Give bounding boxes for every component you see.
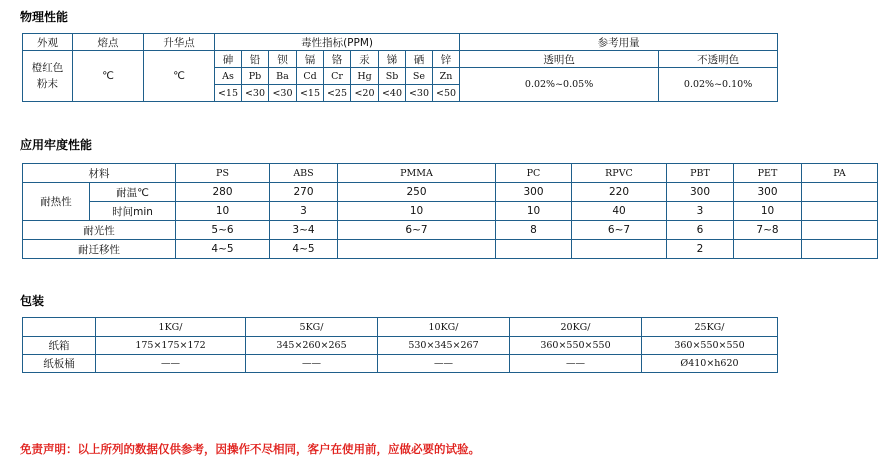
material-abs: ABS (270, 164, 338, 183)
time-value: 10 (734, 202, 802, 221)
header-reference-dosage: 参考用量 (460, 34, 778, 51)
temp-value: 220 (572, 183, 667, 202)
element-cn: 砷 (215, 51, 242, 68)
element-cn: 镉 (297, 51, 324, 68)
packaging-table (22, 317, 778, 373)
physical-properties-table (22, 33, 778, 102)
transparent-dosage: 0.02%~0.05% (460, 68, 659, 102)
carton-size: 175×175×172 (96, 337, 246, 355)
temp-value: 300 (667, 183, 734, 202)
temp-value (802, 183, 878, 202)
sublimation-value: ℃ (144, 51, 215, 102)
migration-value (572, 240, 667, 259)
element-cn: 铬 (324, 51, 351, 68)
light-value: 6 (667, 221, 734, 240)
weight-header: 5KG/ (246, 318, 378, 337)
time-value (802, 202, 878, 221)
toxicity-limit: <15 (297, 85, 324, 102)
opaque-dosage: 0.02%~0.10% (659, 68, 778, 102)
toxicity-limit: <50 (433, 85, 460, 102)
element-symbol: Ba (269, 68, 297, 85)
material-pa: PA (802, 164, 878, 183)
material-rpvc: RPVC (572, 164, 667, 183)
carton-size: 360×550×550 (642, 337, 778, 355)
temperature-label: 耐温℃ (90, 183, 176, 202)
migration-value: 4~5 (176, 240, 270, 259)
element-cn: 铅 (242, 51, 269, 68)
material-pc: PC (496, 164, 572, 183)
migration-value: 4~5 (270, 240, 338, 259)
weight-header: 20KG/ (510, 318, 642, 337)
carton-size: 345×260×265 (246, 337, 378, 355)
drum-size: —— (246, 355, 378, 373)
header-transparent: 透明色 (460, 51, 659, 68)
light-value: 3~4 (270, 221, 338, 240)
carton-size: 360×550×550 (510, 337, 642, 355)
drum-label: 纸板桶 (23, 355, 96, 373)
disclaimer-text: 免责声明：以上所列的数据仅供参考，因操作不尽相同，客户在使用前，应做必要的试验。 (20, 442, 480, 456)
element-symbol: Pb (242, 68, 269, 85)
light-value (802, 221, 878, 240)
weight-header: 1KG/ (96, 318, 246, 337)
migration-value (734, 240, 802, 259)
time-value: 10 (496, 202, 572, 221)
element-cn: 锌 (433, 51, 460, 68)
fastness-table (22, 163, 878, 259)
heat-resistance-label: 耐热性 (23, 183, 90, 221)
element-symbol: Sb (379, 68, 406, 85)
toxicity-limit: <30 (269, 85, 297, 102)
toxicity-limit: <30 (242, 85, 269, 102)
temp-value: 300 (496, 183, 572, 202)
light-value: 7~8 (734, 221, 802, 240)
drum-size: —— (510, 355, 642, 373)
element-symbol: Zn (433, 68, 460, 85)
light-value: 6~7 (572, 221, 667, 240)
temp-value: 270 (270, 183, 338, 202)
temp-value: 280 (176, 183, 270, 202)
element-cn: 钡 (269, 51, 297, 68)
toxicity-limit: <20 (351, 85, 379, 102)
appearance-value: 橙红色 粉末 (23, 51, 73, 102)
header-sublimation-point: 升华点 (144, 34, 215, 51)
element-symbol: Se (406, 68, 433, 85)
material-ps: PS (176, 164, 270, 183)
time-label: 时间min (90, 202, 176, 221)
temp-value: 300 (734, 183, 802, 202)
light-value: 8 (496, 221, 572, 240)
header-opaque: 不透明色 (659, 51, 778, 68)
material-pbt: PBT (667, 164, 734, 183)
toxicity-limit: <25 (324, 85, 351, 102)
section-title-physical: 物理性能 (20, 10, 69, 24)
temp-value: 250 (338, 183, 496, 202)
weight-header: 10KG/ (378, 318, 510, 337)
melting-value: ℃ (73, 51, 144, 102)
time-value: 3 (270, 202, 338, 221)
header-melting-point: 熔点 (73, 34, 144, 51)
header-toxicity: 毒性指标(PPM) (215, 34, 460, 51)
element-symbol: Cd (297, 68, 324, 85)
section-title-fastness: 应用牢度性能 (20, 138, 93, 152)
toxicity-limit: <40 (379, 85, 406, 102)
element-symbol: As (215, 68, 242, 85)
drum-size: Ø410×h620 (642, 355, 778, 373)
element-symbol: Hg (351, 68, 379, 85)
time-value: 10 (338, 202, 496, 221)
time-value: 40 (572, 202, 667, 221)
header-appearance: 外观 (23, 34, 73, 51)
light-value: 6~7 (338, 221, 496, 240)
element-symbol: Cr (324, 68, 351, 85)
migration-value: 2 (667, 240, 734, 259)
element-cn: 锑 (379, 51, 406, 68)
drum-size: —— (96, 355, 246, 373)
drum-size: —— (378, 355, 510, 373)
time-value: 10 (176, 202, 270, 221)
time-value: 3 (667, 202, 734, 221)
material-pmma: PMMA (338, 164, 496, 183)
toxicity-limit: <30 (406, 85, 433, 102)
carton-size: 530×345×267 (378, 337, 510, 355)
migration-label: 耐迁移性 (23, 240, 176, 259)
migration-value (338, 240, 496, 259)
element-cn: 汞 (351, 51, 379, 68)
light-value: 5~6 (176, 221, 270, 240)
light-fastness-label: 耐光性 (23, 221, 176, 240)
header-material: 材料 (23, 164, 176, 183)
packaging-corner (23, 318, 96, 337)
migration-value (802, 240, 878, 259)
section-title-packaging: 包装 (20, 294, 45, 308)
carton-label: 纸箱 (23, 337, 96, 355)
element-cn: 硒 (406, 51, 433, 68)
weight-header: 25KG/ (642, 318, 778, 337)
toxicity-limit: <15 (215, 85, 242, 102)
migration-value (496, 240, 572, 259)
material-pet: PET (734, 164, 802, 183)
